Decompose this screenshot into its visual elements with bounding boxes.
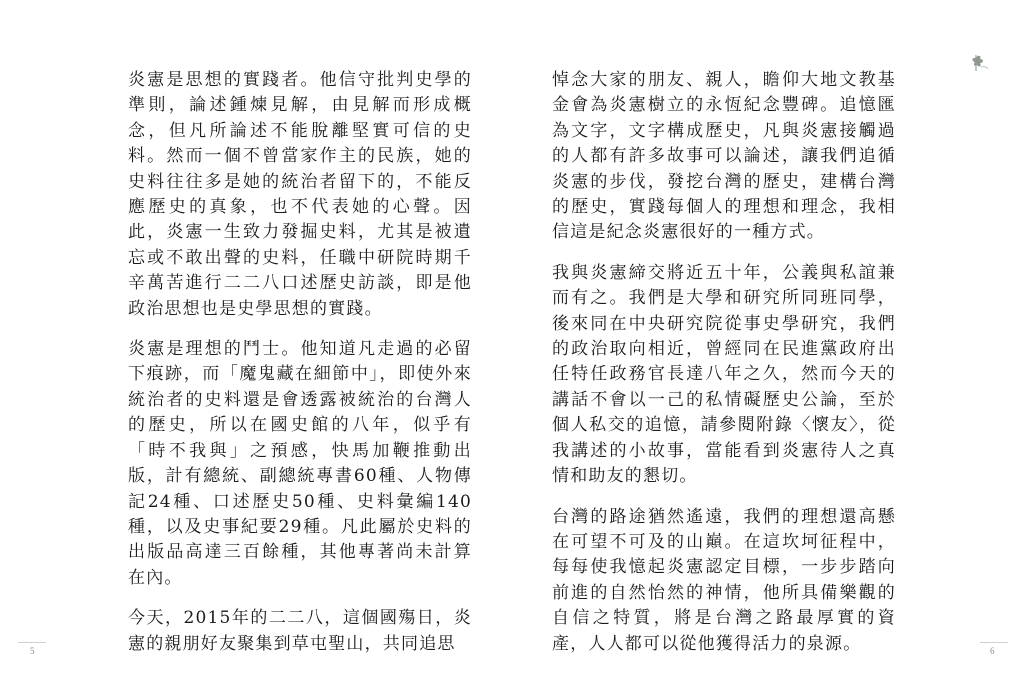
footer-rule-left	[18, 642, 46, 643]
left-paragraph-3: 今天，2015年的二二八，這個國殤日，炎憲的親朋好友聚集到草屯聖山，共同追思	[128, 608, 472, 654]
right-paragraph-2: 我與炎憲締交將近五十年，公義與私誼兼而有之。我們是大學和研究所同班同學，後來同在中央研究院從事史學研究，我們的政治取向相近，曾經同在民進黨政府出任特任政務官長達八年之久，然而今天的講話不會以一己的私情礙歷史公論，至於個人私交的追憶，請參閱附錄〈懷友〉，從我講述的小故事，當能看到炎憲待人之真情和助友的懇切。	[552, 262, 896, 487]
right-page	[552, 68, 896, 672]
page-number-left: 5	[30, 646, 35, 656]
left-paragraph-2: 炎憲是理想的鬥士。他知道凡走過的必留下痕跡，而「魔鬼藏在細節中」，即使外來統治者的史料還是會透露被統治的台灣人的歷史，所以在國史館的八年，似乎有「時不我與」之預感，快馬加鞭推動出版，計有總統、副總統專書60種、人物傳記24種、口述歷史50種、史料彙編140種，以及史事紀要29種。凡此屬於史料的出版品高達三百餘種，其他專著尚未計算在內。	[128, 339, 472, 588]
left-paragraph-1: 炎憲是思想的實踐者。他信守批判史學的準則，論述鍾煉見解，由見解而形成概念，但凡所論述不能脫離堅實可信的史料。然而一個不曾當家作主的民族，她的史料往往多是她的統治者留下的，不能反應歷史的真象，也不代表她的心聲。因此，炎憲一生致力發掘史料，尤其是被遺忘或不敢出聲的史料，任職中研院時期千辛萬苦進行二二八口述歷史訪談，即是他政治思想也是史學思想的實踐。	[128, 70, 472, 319]
right-paragraph-1: 悼念大家的朋友、親人，瞻仰大地文教基金會為炎憲樹立的永恆紀念豐碑。追憶匯為文字，文字構成歷史，凡與炎憲接觸過的人都有許多故事可以論述，讓我們追循炎憲的步伐，發挖台灣的歷史，建構台灣的歷史，實踐每個人的理想和理念，我相信這是紀念炎憲很好的一種方式。	[552, 70, 896, 243]
leaf-ornament-icon	[970, 52, 990, 74]
left-page	[128, 68, 472, 672]
footer-rule-right	[980, 642, 1008, 643]
right-paragraph-3: 台灣的路途猶然遙遠，我們的理想還高懸在可望不可及的山巔。在這坎坷征程中，每每使我憶起炎憲認定目標，一步步踏向前進的自然怡然的神情，他所具備樂觀的自信之特質，將是台灣之路最厚實的資產，人人都可以從他獲得活力的泉源。	[552, 506, 896, 654]
page-number-right: 6	[990, 646, 995, 656]
